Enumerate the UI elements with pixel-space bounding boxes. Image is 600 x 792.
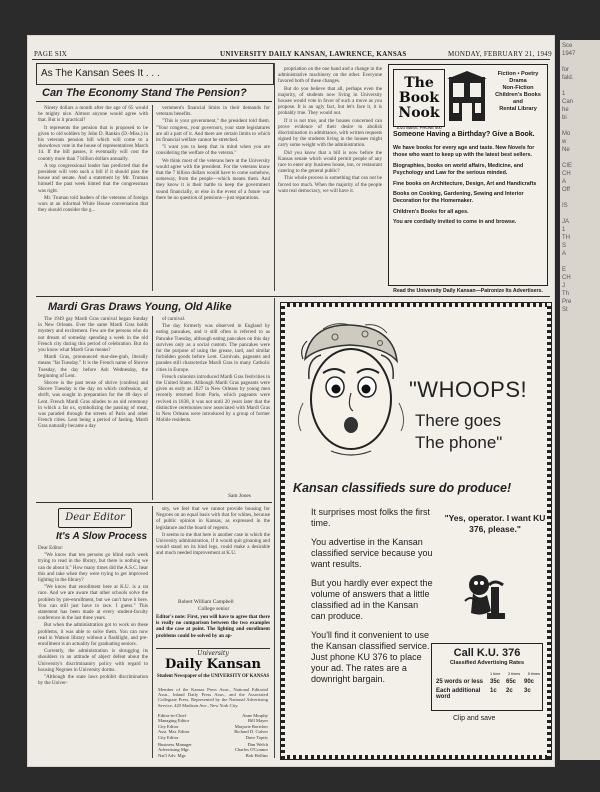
telephone-man-icon	[461, 571, 513, 623]
woman-face-illustration	[295, 319, 405, 469]
staff-row: Editor-in-Chief Anne Murphy	[158, 713, 268, 718]
masthead-body: Member of the Kansas Press Assn., National Editorial Assn., Inland Daily Press Assn., and the Associated Collegiate Press. Represented by the National Advertising Service, 420 Madison Ave., New York City.	[158, 687, 268, 708]
there-goes-line: There goes	[415, 411, 501, 430]
letter-column-1: Dear Editor: "We know that ten persons go blind each week trying to read in the library, but there is nothing we can do about it." How many times did the A.S.C. hear this and take when they were trying to get improved lighting in the library? "We know that enrollment here at K.U. is a rat race. And we are aware that other schools solve the problem by pre-enrollment, but we can't have it here. You can still just have to race. I guess." This statement has been made at every student-faculty conference in the last three years. But when the administration got to work on these problems, it was able to solve them. You can now read in Watson library without a flashlight, and pre-enrollment is an actuality for graduating seniors. Currently, the administration is shrugging its shoulders in an attitude of abject defeat about the University's discriminatory policy with regard to housing Negroes in University dorms. "Although the state laws prohibit discrimination by the Univer-	[38, 545, 148, 687]
newspaper-page	[28, 36, 554, 766]
ad-border-top	[281, 303, 551, 307]
dear-editor-banner	[58, 508, 132, 528]
staff-list	[158, 713, 268, 758]
book-nook-ad	[388, 64, 548, 286]
call-number: Call K.U. 376	[453, 647, 521, 659]
staff-row: Advertising Mgr. Charles O'Connor	[158, 747, 268, 753]
masthead-rule	[156, 648, 270, 649]
letter-signature-title: College senior	[198, 606, 230, 612]
staff-row: Asst. Mat. Editor Richard D. Culver	[158, 729, 268, 735]
editorial-headline: Can The Economy Stand The Pension?	[42, 87, 247, 99]
classified-tagline: Kansan classifieds sure do produce!	[293, 481, 512, 495]
column-divider	[274, 298, 275, 758]
advertiser-footer: Read the University Daily Kansan—Patronize Its Advertisers.	[393, 288, 543, 294]
section-rule	[36, 502, 272, 503]
the-phone-line: The phone"	[415, 433, 503, 452]
dear-editor-text: Dear Editor	[65, 512, 125, 523]
book-ad-body: We have books for every age and taste. New Novels for those who want to keep up with the latest best sellers. Biographies, books on world affairs, Medicine, and Psychology and Law for the serious minded. Fine books on Architecture, Design, Art and Handicrafts Books on Cooking, Gardening, Sewing and Interior Decoration for the Homemaker. Children's Books for all ages. You are cordially invited to come in and browse.	[393, 145, 537, 226]
rates-title: Classified Advertising Rates	[449, 660, 525, 666]
letter-column-2: sity, we feel that we cannot provide housing for Negroes on an equal basis with that for whites, because of public opinion in Kansas, as expressed in the legislature and the board of regents. It seems to me that here is another case in which the University administration, if it would quit groaning and would stand on its hind legs, could make a desirable and much needed improvement at K.U.	[156, 506, 270, 557]
classified-copy: It surprises most folks the first time. You advertise in the Kansan classified service because you want results. But you hardly ever expect the volume of answers that a little classified ad in the Kansan can produce. You'll find it convenient to use the Kansan classified service. Just phone KU 376 to place your ad. The rates are a downright bargain.	[311, 507, 433, 684]
kicker-text: As The Kansan Sees It . . .	[41, 68, 160, 79]
ad-border-bottom	[281, 755, 551, 759]
book-nook-name: The Book Nook	[398, 75, 440, 121]
bookshop-front-icon	[447, 71, 487, 123]
editors-note: Editor's note: First, you will have to agree that there is really no comparison between the two examples and the case at point. The lighting and enrollment problems could be solved by an ap-	[156, 614, 270, 639]
section-rule	[36, 296, 550, 297]
classified-ad	[280, 302, 552, 760]
editorial-column-3: propriation on the one hand and a change in the administrative machinery on the other. Everyone favored both of these changes. But do you believe that all, perhaps even the majority, of students now living in University houses would vote in favor of such a move as you propose. It is an ugly fact, but let's face it, it is probably true. They would not. If it is not true, and the houses concerned can prove evidence of their desire to abolish discrimination in admittance, with written requests signed by the students living in the houses might carry some weight with the administration. Did you know that a bill is now before the Kansas senate which would permit people of any race to enter any business house, inn, or restaurant catering to the general public? This whole process is something that can not be forced too much. When the majority of the people want real democracy, we will have it.	[278, 66, 382, 194]
letter-headline: It's A Slow Process	[56, 531, 148, 542]
staff-row: City Editor Marjorie Bortcher	[158, 723, 268, 729]
rates-box	[431, 643, 543, 711]
mardi-gras-column-1: The 1949 gay Mardi Gras carnival began Sunday in New Orleans. Ever the same Mardi Gras holds mystery and excitement. Few are the persons who do not dream of someday spending a week in the old French city during this period of celebration. But do you know what Mardi Gras means? Mardi Gras, pronounced mar-dee-grah, literally means "fat Tuesday." It is the French name of Shrove Tuesday, the day before Ash Wednesday, the beginning of Lent. Shrove is the past tense of shrive (confess) and Shrove Tuesday is the day on which confession, or shrift, was sought in preparation for the 40 days of Lent. French Mardi Gras alludes to an old ceremony in which a fat ox, symbolizing the passing of meat, was paraded through the streets of Paris and other French cities. Lent being a period of fasting, Mardi Gras naturally became a day	[38, 316, 148, 430]
issue-date: MONDAY, FEBRUARY 21, 1949	[448, 50, 552, 58]
staff-row: Nat'l Adv. Mgr. Bob Hollins	[158, 752, 268, 758]
clip-and-save: Clip and save	[453, 715, 496, 722]
book-nook-logo	[393, 69, 445, 130]
rates-header: 1 time 3 times 5 times	[490, 672, 540, 676]
rates-row-2: Each additional word 1c 2c 3c	[436, 688, 531, 700]
ad-border-left	[281, 303, 285, 759]
page-number: PAGE SIX	[34, 50, 68, 58]
mardi-gras-column-2: of carnival. The day formerly was observed in England by eating pancakes, and it still often is referred to as Pancake Tuesday, although eating pancakes on this day survives only as a social custom. The pancakes were for the purpose of using the grease, lard, and similar forbidden goods before Lent. Carnivals, pageants and parades still characterize Mardi Gras in many Catholic cities in Europe. French colonists introduced Mardi Gras festivities in the United States. Although Mardi Gras pageants were given as early as 1827 in New Orleans by young men recently returned from Paris, which pageants were revived in 1838, it was not until 20 years later that the distinctive ceremonies now associated with Mardi Gras in New Orleans were introduced by a group of former Mobile residents.	[156, 316, 270, 424]
staff-row: City Editor Dave Toptic	[158, 734, 268, 740]
rates-row-1: 25 words or less 35c 65c 90c	[436, 679, 535, 685]
header-rule	[32, 59, 550, 60]
adjacent-page-strip	[560, 40, 600, 760]
staff-row: Managing Editor Bill Mayer	[158, 718, 268, 724]
book-nook-address: 1021 MASS. PHONE 500	[396, 125, 442, 130]
column-divider	[152, 105, 153, 291]
masthead-name: Daily Kansan	[164, 657, 262, 672]
column-divider	[274, 63, 275, 291]
letter-signature: Robert William Campbell	[178, 599, 234, 605]
editorial-column-2: vernment's financial limits in their demands for veterans benefits. "This is your government," the president told them. "Your congress, your governors, your state legislatures are all a part of it. And there are certain limits to which its financial welfare cannot be stretched. "I want you to keep that in mind when you are considering the welfare of the veteran." We think most of the veterans here at the University would agree with the president. For the veterans know that the 7 billion dollars would have to come somehow, someway, from the people—which means them. And they know it is their battle to keep the government sound financially, or else in the event of a future war there be no question of pensions—just reparations.	[156, 105, 270, 201]
mardi-gras-headline: Mardi Gras Draws Young, Old Alike	[48, 301, 232, 313]
column-divider	[152, 506, 153, 758]
adjacent-page-text: Sce 1947 for fald. 1 Can he bi Mo w Ne CIE CH A Off IS JA 1 TH S A E CH J Th Pre St	[562, 43, 576, 313]
book-tagline: Someone Having a Birthday? Give a Book.	[393, 131, 535, 138]
staff-row: Business Manager Dan Welch	[158, 742, 268, 748]
editorial-column-1: Ninety dollars a month after the age of 65 would be mighty nice. Almost anyone would agree with that. But is it practical? It represents the pension that is proposed to be given to old soldiers by John D. Rankin (D.-Miss.) in his veterans pension bill which will come to a showdown vote in the house of representatives March 14. If the bill passes, it eventually will cost the country more than 7 billion dollars annually. A top congressional leader has predicted that the president will veto such a bill if it should pass the house and senate. And a statement by Mr. Truman himself the past week hinted that the congressman was right. Mr. Truman told leaders of the veterans of foreign wars at an informal White House conversation that they should consider the g...	[38, 105, 148, 214]
paper-name: UNIVERSITY DAILY KANSAN, LAWRENCE, KANSAS	[220, 50, 407, 58]
masthead-subtitle: Student Newspaper of the UNIVERSITY OF KANSAS	[156, 674, 270, 679]
operator-quote: "Yes, operator. I want KU 376, please."	[444, 513, 546, 534]
column-divider	[152, 316, 153, 500]
ad-border-right	[547, 303, 551, 759]
masthead-university: University	[197, 650, 229, 657]
editorial-headline-rule	[36, 101, 272, 102]
whoops-heading: "WHOOPS!	[409, 377, 528, 402]
kicker-box	[36, 63, 274, 85]
mardi-gras-byline: Sam Jones	[228, 493, 251, 499]
book-categories: Fiction • Poetry Drama Non-Fiction Children's Books and Rental Library	[495, 71, 541, 112]
